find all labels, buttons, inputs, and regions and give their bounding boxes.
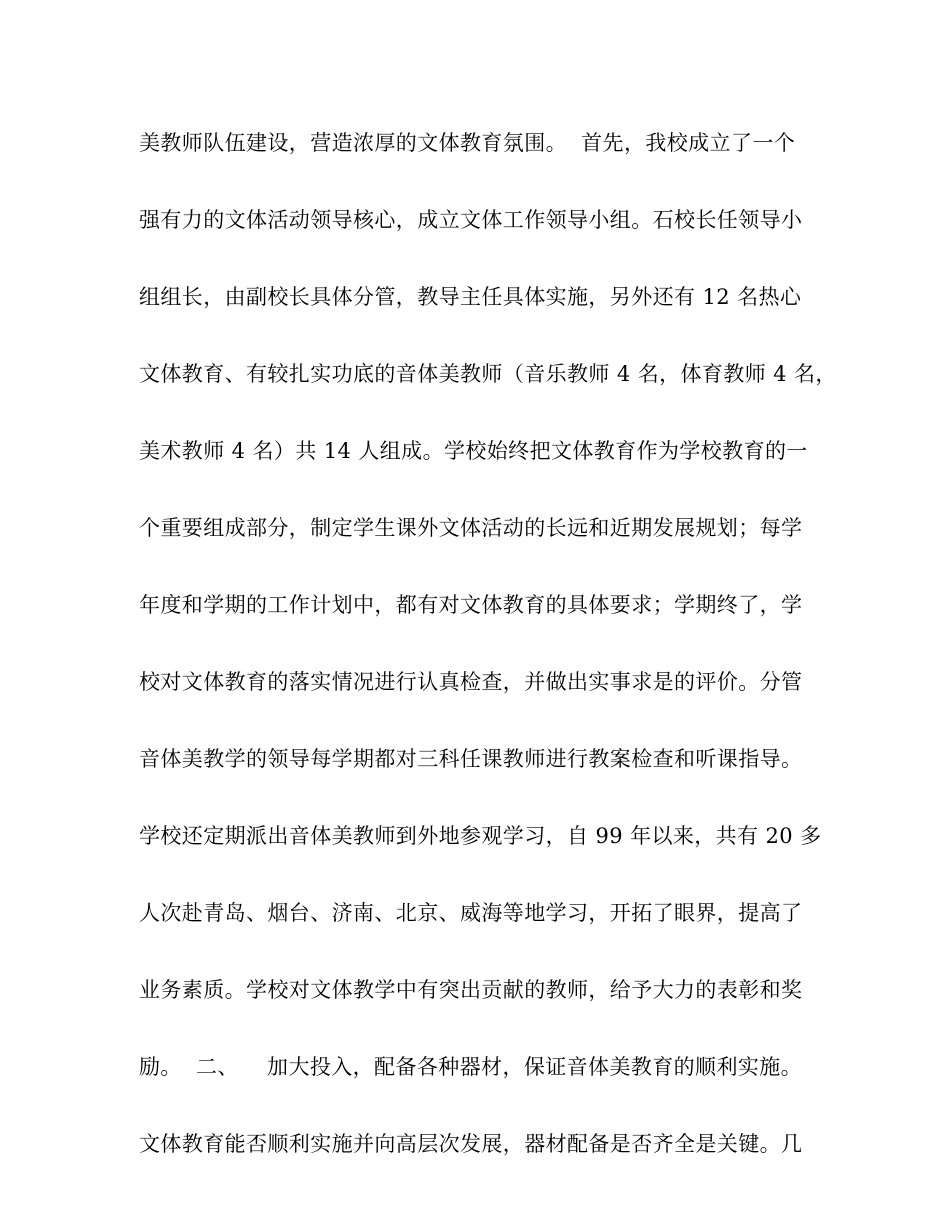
text-line-12: 业务素质。学校对文体教学中有突出贡献的教师，给予大力的表彰和奖: [139, 978, 803, 1002]
text-line-9: 音体美教学的领导每学期都对三科任课教师进行教案检查和听课指导。: [139, 747, 803, 771]
text-line-3: 组组长，由副校长具体分管，教导主任具体实施，另外还有 12 名热心: [139, 285, 802, 309]
text-line-2: 强有力的文体活动领导核心，成立文体工作领导小组。石校长任领导小: [139, 208, 803, 232]
text-line-10: 学校还定期派出音体美教师到外地参观学习，自 99 年以来，共有 20 多: [139, 824, 822, 848]
text-line-11: 人次赴青岛、烟台、济南、北京、威海等地学习，开拓了眼界，提高了: [139, 901, 803, 925]
text-line-1: 美教师队伍建设，营造浓厚的文体教育氛围。 首先，我校成立了一个: [139, 131, 796, 155]
text-line-6: 个重要组成部分，制定学生课外文体活动的长远和近期发展规划；每学: [139, 516, 803, 540]
text-line-7: 年度和学期的工作计划中，都有对文体教育的具体要求；学期终了，学: [139, 593, 803, 617]
text-line-13: 励。 二、 加大投入，配备各种器材，保证音体美教育的顺利实施。: [139, 1055, 803, 1079]
text-line-4: 文体教育、有较扎实功底的音体美教师（音乐教师 4 名，体育教师 4 名，: [139, 362, 837, 386]
text-line-5: 美术教师 4 名）共 14 人组成。学校始终把文体教育作为学校教育的一: [139, 439, 808, 463]
text-line-8: 校对文体教育的落实情况进行认真检查，并做出实事求是的评价。分管: [139, 670, 803, 694]
text-line-14: 文体教育能否顺利实施并向高层次发展，器材配备是否齐全是关键。几: [139, 1132, 803, 1156]
